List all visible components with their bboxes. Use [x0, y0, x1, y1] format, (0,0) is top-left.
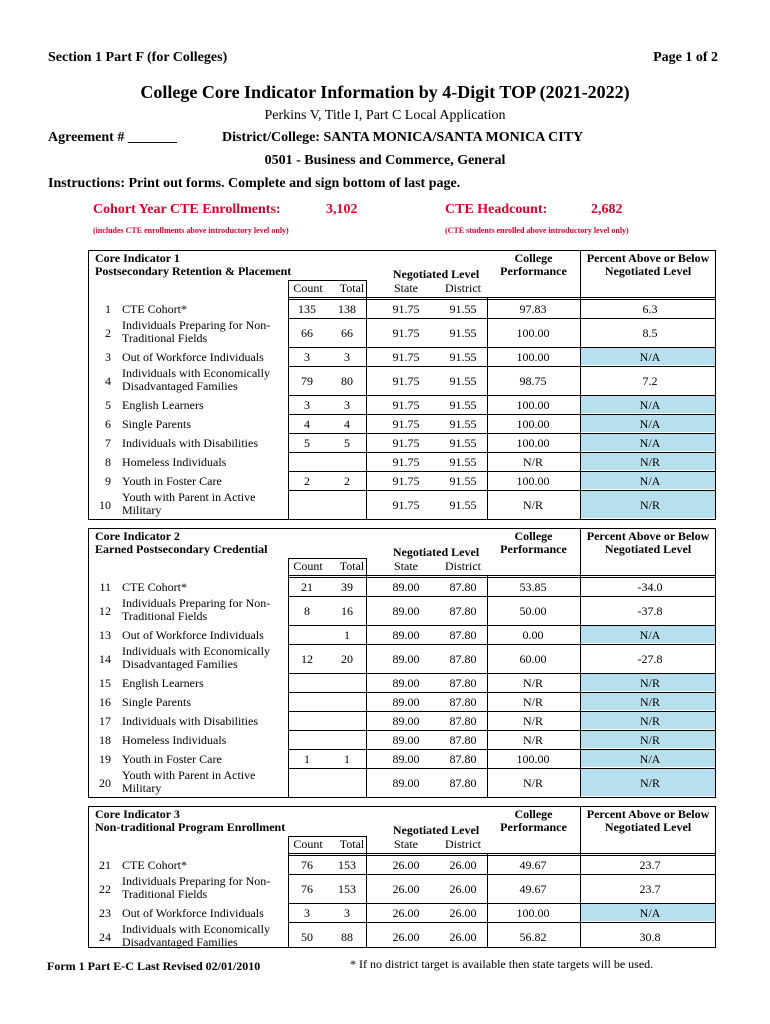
row-rule [288, 347, 716, 348]
total-header: Total [339, 281, 365, 295]
total-cell: 88 [341, 929, 353, 944]
column-rule [487, 575, 488, 798]
row-label: Out of Workforce Individuals [122, 905, 264, 920]
state-level-cell: 91.75 [392, 435, 420, 450]
row-label: English Learners [122, 675, 204, 690]
district-level-cell: 91.55 [449, 473, 477, 488]
row-number: 16 [99, 694, 111, 709]
row-label: Individuals with Disabilities [122, 435, 258, 450]
percent-cell: N/R [639, 454, 660, 469]
row-rule [288, 855, 716, 856]
percent-above-below-header: Percent Above or Below [586, 807, 710, 821]
college-performance-header: College [514, 251, 553, 265]
row-label: Military [122, 503, 162, 517]
row-label: Individuals Preparing for Non- [122, 596, 271, 610]
row-rule [288, 395, 716, 396]
total-cell: 16 [341, 603, 353, 618]
college-performance-cell: 98.75 [519, 373, 547, 388]
college-performance-header: Performance [500, 264, 567, 278]
column-rule [366, 280, 367, 520]
row-label: Single Parents [122, 694, 191, 709]
row-number: 5 [105, 397, 111, 412]
college-performance-header: Performance [500, 542, 567, 556]
total-header: Total [339, 837, 365, 851]
row-label: Disadvantaged Families [122, 379, 238, 393]
row-label: Youth with Parent in Active [122, 768, 256, 782]
row-number: 23 [99, 905, 111, 920]
percent-above-below-header: Percent Above or Below [586, 251, 710, 265]
instructions: Instructions: Print out forms. Complete and sign bottom of last page. [48, 176, 461, 191]
college-performance-cell: 97.83 [519, 301, 547, 316]
page-number: Page 1 of 2 [653, 50, 718, 65]
row-rule [288, 673, 716, 674]
row-rule [288, 366, 716, 367]
row-number: 2 [105, 325, 111, 340]
college-performance-cell: N/R [522, 454, 543, 469]
row-label: Out of Workforce Individuals [122, 349, 264, 364]
row-rule [288, 768, 716, 769]
header-rule [288, 575, 716, 576]
percent-cell: 23.7 [639, 857, 661, 872]
count-cell: 3 [304, 905, 310, 920]
count-cell: 135 [298, 301, 316, 316]
district-level-cell: 26.00 [449, 905, 477, 920]
college-performance-cell: 100.00 [516, 397, 550, 412]
row-label: Individuals with Economically [122, 922, 270, 936]
state-level-cell: 26.00 [392, 857, 420, 872]
agreement-number: Agreement # _______ [48, 130, 177, 145]
district-level-cell: 91.55 [449, 373, 477, 388]
state-level-cell: 91.75 [392, 349, 420, 364]
total-cell: 20 [341, 651, 353, 666]
total-cell: 153 [338, 881, 356, 896]
column-rule [366, 558, 367, 798]
indicator-subtitle: Earned Postsecondary Credential [95, 542, 268, 556]
row-rule [288, 577, 716, 578]
state-level-cell: 26.00 [392, 929, 420, 944]
total-header: Total [339, 559, 365, 573]
count-header: Count [293, 281, 323, 295]
district-level-cell: 87.80 [449, 603, 477, 618]
header-rule [288, 853, 716, 854]
row-rule [288, 730, 716, 731]
college-performance-header: College [514, 529, 553, 543]
total-cell: 5 [344, 435, 350, 450]
row-rule [288, 692, 716, 693]
state-level-cell: 89.00 [392, 627, 420, 642]
count-cell: 2 [304, 473, 310, 488]
district-level-cell: 91.55 [449, 416, 477, 431]
college-performance-cell: N/R [522, 775, 543, 790]
state-level-cell: 91.75 [392, 497, 420, 512]
college-performance-cell: 100.00 [516, 751, 550, 766]
negotiated-level-header: Negotiated Level [392, 545, 480, 559]
percent-cell: N/A [639, 473, 661, 488]
percent-cell: N/A [639, 416, 661, 431]
state-level-cell: 89.00 [392, 775, 420, 790]
row-number: 14 [99, 651, 111, 666]
state-level-cell: 91.75 [392, 454, 420, 469]
count-cell: 76 [301, 857, 313, 872]
college-performance-cell: N/R [522, 732, 543, 747]
row-number: 6 [105, 416, 111, 431]
district-level-cell: 87.80 [449, 579, 477, 594]
college-performance-cell: 56.82 [519, 929, 547, 944]
row-number: 13 [99, 627, 111, 642]
state-level-cell: 26.00 [392, 905, 420, 920]
row-label: Traditional Fields [122, 887, 208, 901]
state-level-cell: 89.00 [392, 713, 420, 728]
percent-cell: 7.2 [642, 373, 658, 388]
row-label: Traditional Fields [122, 609, 208, 623]
total-cell: 3 [344, 905, 350, 920]
percent-cell: N/A [639, 397, 661, 412]
page-title: College Core Indicator Information by 4-Digit TOP (2021-2022) [140, 82, 630, 102]
row-label: English Learners [122, 397, 204, 412]
college-performance-cell: N/R [522, 497, 543, 512]
row-rule [288, 922, 716, 923]
row-label: Disadvantaged Families [122, 935, 238, 949]
percent-cell: N/R [639, 713, 660, 728]
row-number: 9 [105, 473, 111, 488]
row-label: Individuals with Disabilities [122, 713, 258, 728]
state-level-cell: 91.75 [392, 473, 420, 488]
percent-cell: 8.5 [642, 325, 658, 340]
row-rule [288, 644, 716, 645]
row-number: 12 [99, 603, 111, 618]
row-label: Individuals with Economically [122, 644, 270, 658]
footnote: * If no district target is available then state targets will be used. [350, 957, 654, 971]
row-rule [288, 452, 716, 453]
total-cell: 3 [344, 349, 350, 364]
total-cell: 80 [341, 373, 353, 388]
section-label: Section 1 Part F (for Colleges) [48, 50, 228, 65]
header-rule [288, 297, 716, 298]
percent-cell: 6.3 [642, 301, 658, 316]
form-revision: Form 1 Part E-C Last Revised 02/01/2010 [47, 959, 261, 973]
district-level-cell: 87.80 [449, 694, 477, 709]
row-label: Individuals with Economically [122, 366, 270, 380]
college-performance-cell: N/R [522, 713, 543, 728]
percent-cell: N/A [639, 751, 661, 766]
percent-cell: N/A [639, 349, 661, 364]
state-level-cell: 89.00 [392, 732, 420, 747]
count-cell: 50 [301, 929, 313, 944]
district-level-cell: 87.80 [449, 732, 477, 747]
cohort-note: (includes CTE enrollments above introductory level only) [93, 226, 289, 235]
count-cell: 12 [301, 651, 313, 666]
state-level-cell: 89.00 [392, 603, 420, 618]
district-level-cell: 87.80 [449, 651, 477, 666]
state-level-cell: 89.00 [392, 751, 420, 766]
college-performance-cell: 53.85 [519, 579, 547, 594]
row-rule [288, 874, 716, 875]
row-rule [288, 433, 716, 434]
indicator-title: Core Indicator 1 [95, 251, 180, 265]
row-number: 21 [99, 857, 111, 872]
state-level-cell: 91.75 [392, 301, 420, 316]
row-label: Out of Workforce Individuals [122, 627, 264, 642]
count-cell: 5 [304, 435, 310, 450]
row-number: 8 [105, 454, 111, 469]
college-performance-cell: 100.00 [516, 325, 550, 340]
headcount-note: (CTE students enrolled above introductory level only) [445, 226, 629, 235]
percent-cell: -34.0 [637, 579, 663, 594]
row-rule [288, 414, 716, 415]
district-college: District/College: SANTA MONICA/SANTA MONICA CITY [222, 130, 584, 145]
row-label: Single Parents [122, 416, 191, 431]
row-rule [288, 471, 716, 472]
top-code: 0501 - Business and Commerce, General [264, 153, 506, 168]
college-performance-cell: 60.00 [519, 651, 547, 666]
district-level-cell: 91.55 [449, 349, 477, 364]
negotiated-level-header: Negotiated Level [392, 267, 480, 281]
row-number: 10 [99, 497, 111, 512]
row-number: 15 [99, 675, 111, 690]
row-label: Youth in Foster Care [122, 751, 222, 766]
district-level-cell: 91.55 [449, 325, 477, 340]
count-cell: 4 [304, 416, 310, 431]
row-label: Youth with Parent in Active [122, 490, 256, 504]
count-cell: 8 [304, 603, 310, 618]
row-label: Traditional Fields [122, 331, 208, 345]
college-performance-cell: 100.00 [516, 473, 550, 488]
district-level-cell: 87.80 [449, 627, 477, 642]
college-performance-cell: 49.67 [519, 881, 547, 896]
state-level-cell: 89.00 [392, 579, 420, 594]
total-cell: 138 [338, 301, 356, 316]
row-number: 18 [99, 732, 111, 747]
college-performance-cell: 100.00 [516, 905, 550, 920]
college-performance-cell: 100.00 [516, 435, 550, 450]
district-header: District [445, 837, 481, 851]
row-rule [288, 625, 716, 626]
indicator-title: Core Indicator 3 [95, 807, 180, 821]
percent-above-below-header: Percent Above or Below [586, 529, 710, 543]
count-cell: 21 [301, 579, 313, 594]
row-number: 22 [99, 881, 111, 896]
percent-cell: N/R [639, 775, 660, 790]
count-header: Count [293, 837, 323, 851]
district-level-cell: 26.00 [449, 857, 477, 872]
state-level-cell: 91.75 [392, 397, 420, 412]
district-level-cell: 91.55 [449, 454, 477, 469]
page-subtitle: Perkins V, Title I, Part C Local Application [264, 108, 506, 123]
total-cell: 4 [344, 416, 350, 431]
row-rule [288, 749, 716, 750]
column-rule [487, 853, 488, 948]
row-rule [288, 711, 716, 712]
count-cell: 3 [304, 397, 310, 412]
row-label: Individuals Preparing for Non- [122, 318, 271, 332]
district-level-cell: 91.55 [449, 435, 477, 450]
state-level-cell: 26.00 [392, 881, 420, 896]
percent-cell: N/R [639, 497, 660, 512]
indicator-subtitle: Postsecondary Retention & Placement [95, 264, 292, 278]
percent-cell: -37.8 [637, 603, 663, 618]
state-header: State [394, 281, 418, 295]
state-header: State [394, 559, 418, 573]
row-number: 24 [99, 929, 111, 944]
row-number: 17 [99, 713, 111, 728]
headcount-label: CTE Headcount: [445, 202, 548, 217]
percent-cell: N/R [639, 732, 660, 747]
percent-cell: N/A [639, 627, 661, 642]
row-label: Youth in Foster Care [122, 473, 222, 488]
row-number: 1 [105, 301, 111, 316]
row-number: 7 [105, 435, 111, 450]
count-cell: 3 [304, 349, 310, 364]
count-cell: 66 [301, 325, 313, 340]
district-level-cell: 87.80 [449, 751, 477, 766]
college-performance-header: College [514, 807, 553, 821]
percent-cell: N/R [639, 675, 660, 690]
district-level-cell: 26.00 [449, 881, 477, 896]
row-label: Homeless Individuals [122, 732, 227, 747]
district-header: District [445, 559, 481, 573]
row-number: 19 [99, 751, 111, 766]
state-level-cell: 91.75 [392, 416, 420, 431]
row-rule [288, 299, 716, 300]
indicator-subtitle: Non-traditional Program Enrollment [95, 820, 286, 834]
headcount-value: 2,682 [591, 202, 623, 217]
district-header: District [445, 281, 481, 295]
row-label: CTE Cohort* [122, 301, 187, 316]
total-cell: 153 [338, 857, 356, 872]
percent-cell: -27.8 [637, 651, 663, 666]
percent-cell: N/A [639, 435, 661, 450]
row-label: Military [122, 781, 162, 795]
row-rule [288, 318, 716, 319]
total-cell: 3 [344, 397, 350, 412]
state-header: State [394, 837, 418, 851]
row-rule [288, 903, 716, 904]
indicator-title: Core Indicator 2 [95, 529, 180, 543]
total-cell: 66 [341, 325, 353, 340]
negotiated-level-header: Negotiated Level [392, 823, 480, 837]
percent-cell: 23.7 [639, 881, 661, 896]
percent-cell: N/R [639, 694, 660, 709]
column-rule [487, 297, 488, 520]
college-performance-cell: N/R [522, 675, 543, 690]
row-number: 20 [99, 775, 111, 790]
district-level-cell: 87.80 [449, 713, 477, 728]
state-level-cell: 89.00 [392, 675, 420, 690]
row-number: 11 [99, 579, 111, 594]
state-level-cell: 89.00 [392, 651, 420, 666]
count-cell: 1 [304, 751, 310, 766]
state-level-cell: 89.00 [392, 694, 420, 709]
cohort-label: Cohort Year CTE Enrollments: [93, 202, 281, 217]
district-level-cell: 87.80 [449, 675, 477, 690]
total-cell: 1 [344, 627, 350, 642]
district-level-cell: 91.55 [449, 301, 477, 316]
total-cell: 2 [344, 473, 350, 488]
total-cell: 39 [341, 579, 353, 594]
college-performance-cell: 49.67 [519, 857, 547, 872]
percent-cell: 30.8 [639, 929, 661, 944]
college-performance-cell: 50.00 [519, 603, 547, 618]
percent-above-below-header: Negotiated Level [604, 264, 692, 278]
percent-cell: N/A [639, 905, 661, 920]
row-rule [288, 490, 716, 491]
count-cell: 79 [301, 373, 313, 388]
district-level-cell: 91.55 [449, 497, 477, 512]
college-performance-cell: 100.00 [516, 416, 550, 431]
state-level-cell: 91.75 [392, 325, 420, 340]
row-label: Homeless Individuals [122, 454, 227, 469]
college-performance-cell: 100.00 [516, 349, 550, 364]
row-label: CTE Cohort* [122, 857, 187, 872]
row-label: Disadvantaged Families [122, 657, 238, 671]
district-level-cell: 91.55 [449, 397, 477, 412]
state-level-cell: 91.75 [392, 373, 420, 388]
percent-above-below-header: Negotiated Level [604, 820, 692, 834]
row-rule [288, 596, 716, 597]
row-label: Individuals Preparing for Non- [122, 874, 271, 888]
count-cell: 76 [301, 881, 313, 896]
district-level-cell: 87.80 [449, 775, 477, 790]
row-number: 3 [105, 349, 111, 364]
row-label: CTE Cohort* [122, 579, 187, 594]
count-header: Count [293, 559, 323, 573]
college-performance-cell: N/R [522, 694, 543, 709]
district-level-cell: 26.00 [449, 929, 477, 944]
row-number: 4 [105, 373, 111, 388]
college-performance-header: Performance [500, 820, 567, 834]
college-performance-cell: 0.00 [522, 627, 544, 642]
percent-above-below-header: Negotiated Level [604, 542, 692, 556]
total-cell: 1 [344, 751, 350, 766]
cohort-value: 3,102 [326, 202, 358, 217]
